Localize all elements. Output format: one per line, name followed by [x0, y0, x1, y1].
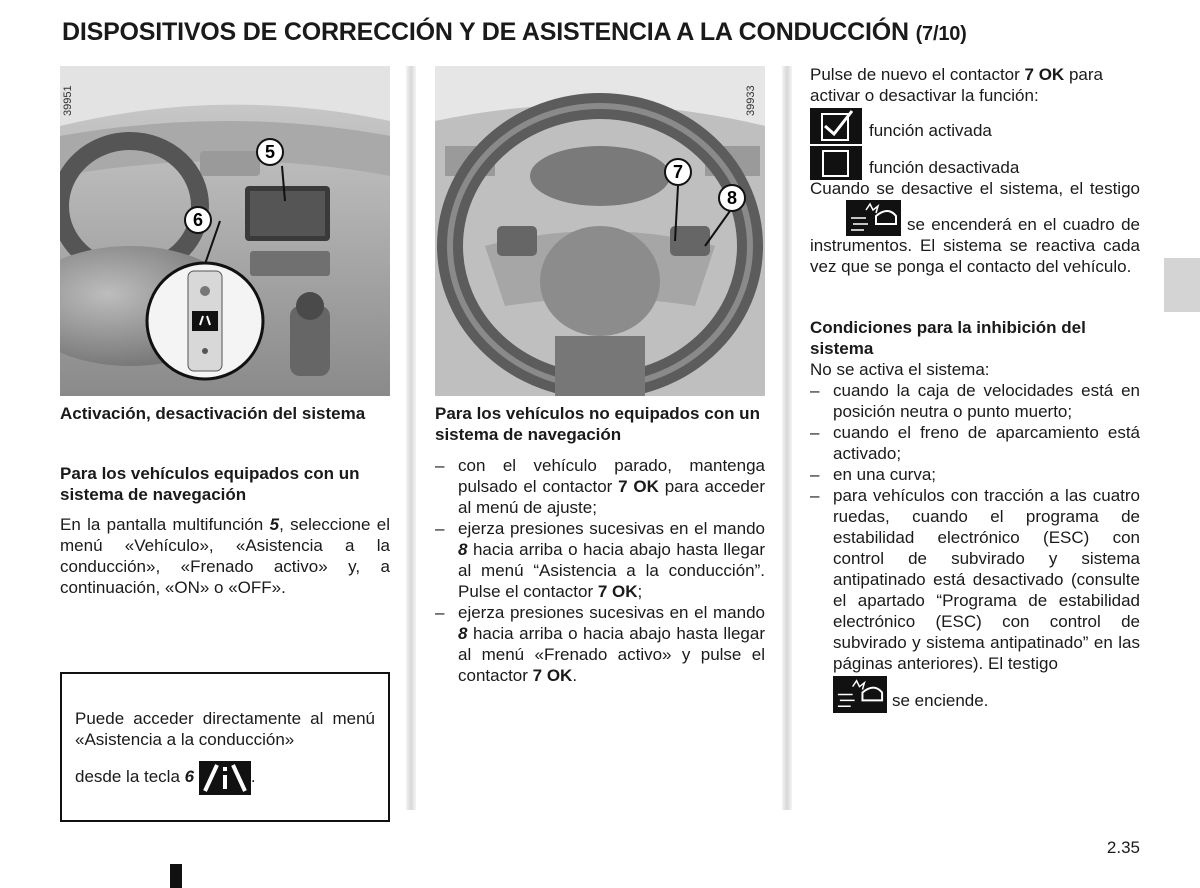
list-item: – en una curva; — [810, 465, 937, 484]
figure-ref: 39933 — [745, 85, 757, 116]
column-divider — [782, 66, 792, 810]
list-item: – ejerza presiones sucesivas en el mando 8 hacia arriba o hacia abajo hasta llegar al menú “Asistencia a la conducción”. Pulse el contactor 7 OK; — [435, 519, 765, 601]
subheading-nav: Para los vehículos equipados con un sistema de navegación — [60, 464, 360, 504]
note-text: Puede acceder directamente al menú «Asistencia a la conducción» — [75, 709, 375, 749]
subheading-no-nav: Para los vehículos no equipados con un sistema de navegación — [435, 404, 760, 444]
checkbox-checked-icon — [810, 108, 862, 144]
callout-8: 8 — [726, 188, 738, 208]
collision-warning-icon — [833, 676, 887, 713]
note-key-line: desde la tecla 6 . — [75, 760, 375, 795]
list-item: – para vehículos con tracción a las cuatro ruedas, cuando el programa de estabilidad electrónico (ESC) con control de subvirado y sistema antipatinado está desactivado (consulte el apartado “Programa de estabilidad electrónico (ESC) con control de subvirado y sistema antipatinado” en las páginas anteriores). El testigo — [810, 486, 1140, 673]
steering-wheel-photo — [435, 66, 765, 396]
figure-ref: 39951 — [62, 85, 74, 116]
section-tab — [1164, 258, 1200, 312]
list-item: – ejerza presiones sucesivas en el mando 8 hacia arriba o hacia abajo hasta llegar al menú «Frenado activo» y pulse el contactor 7 OK. — [435, 603, 765, 685]
title-text: DISPOSITIVOS DE CORRECCIÓN Y DE ASISTENCIA A LA CONDUCCIÓN — [62, 18, 909, 46]
crop-mark — [170, 864, 182, 888]
section-heading: Activación, desactivación del sistema — [60, 404, 366, 423]
column-divider — [406, 66, 416, 810]
state-deactivated: función desactivada — [810, 146, 1140, 182]
no-nav-steps — [435, 455, 765, 686]
inhibition-conditions — [810, 380, 1140, 674]
page-number: 2.35 — [1106, 838, 1140, 857]
lane-assist-key-icon — [199, 761, 251, 795]
list-item: – con el vehículo parado, mantenga pulsado el contactor 7 OK para acceder al menú de ajuste; — [435, 456, 765, 517]
list-item: – cuando el freno de aparcamiento está activado; — [810, 423, 1140, 463]
deactivation-text-cont: se encenderá en el cuadro de instrumentos. El sistema se reactiva cada vez que se ponga el contacto del vehículo. — [810, 215, 1140, 276]
checkbox-empty-icon — [810, 146, 862, 180]
nav-instructions: En la pantalla multifunción 5, seleccione el menú «Vehículo», «Asistencia a la conducción», «Frenado activo» y, a continuación, «ON» o «OFF». — [60, 515, 390, 597]
state-activated: función activada — [810, 108, 1140, 144]
list-item: – cuando la caja de velocidades está en posición neutra o punto muerto; — [810, 381, 1140, 421]
callout-5: 5 — [264, 142, 276, 162]
note-box — [60, 672, 390, 822]
indicator-lights-text: se enciende. — [892, 691, 989, 710]
callout-7: 7 — [672, 162, 684, 182]
toggle-intro: Pulse de nuevo el contactor 7 OK para activar o desactivar la función: — [810, 65, 1103, 105]
page-indicator: (7/10) — [915, 23, 967, 45]
dashboard-photo — [60, 66, 390, 396]
callout-6: 6 — [192, 210, 204, 230]
page-title — [62, 18, 967, 47]
inhibition-intro: No se activa el sistema: — [810, 360, 990, 379]
deactivation-text: Cuando se desactive el sistema, el testigo — [810, 179, 1140, 198]
inhibition-heading: Condiciones para la inhibición del sistema — [810, 318, 1086, 358]
